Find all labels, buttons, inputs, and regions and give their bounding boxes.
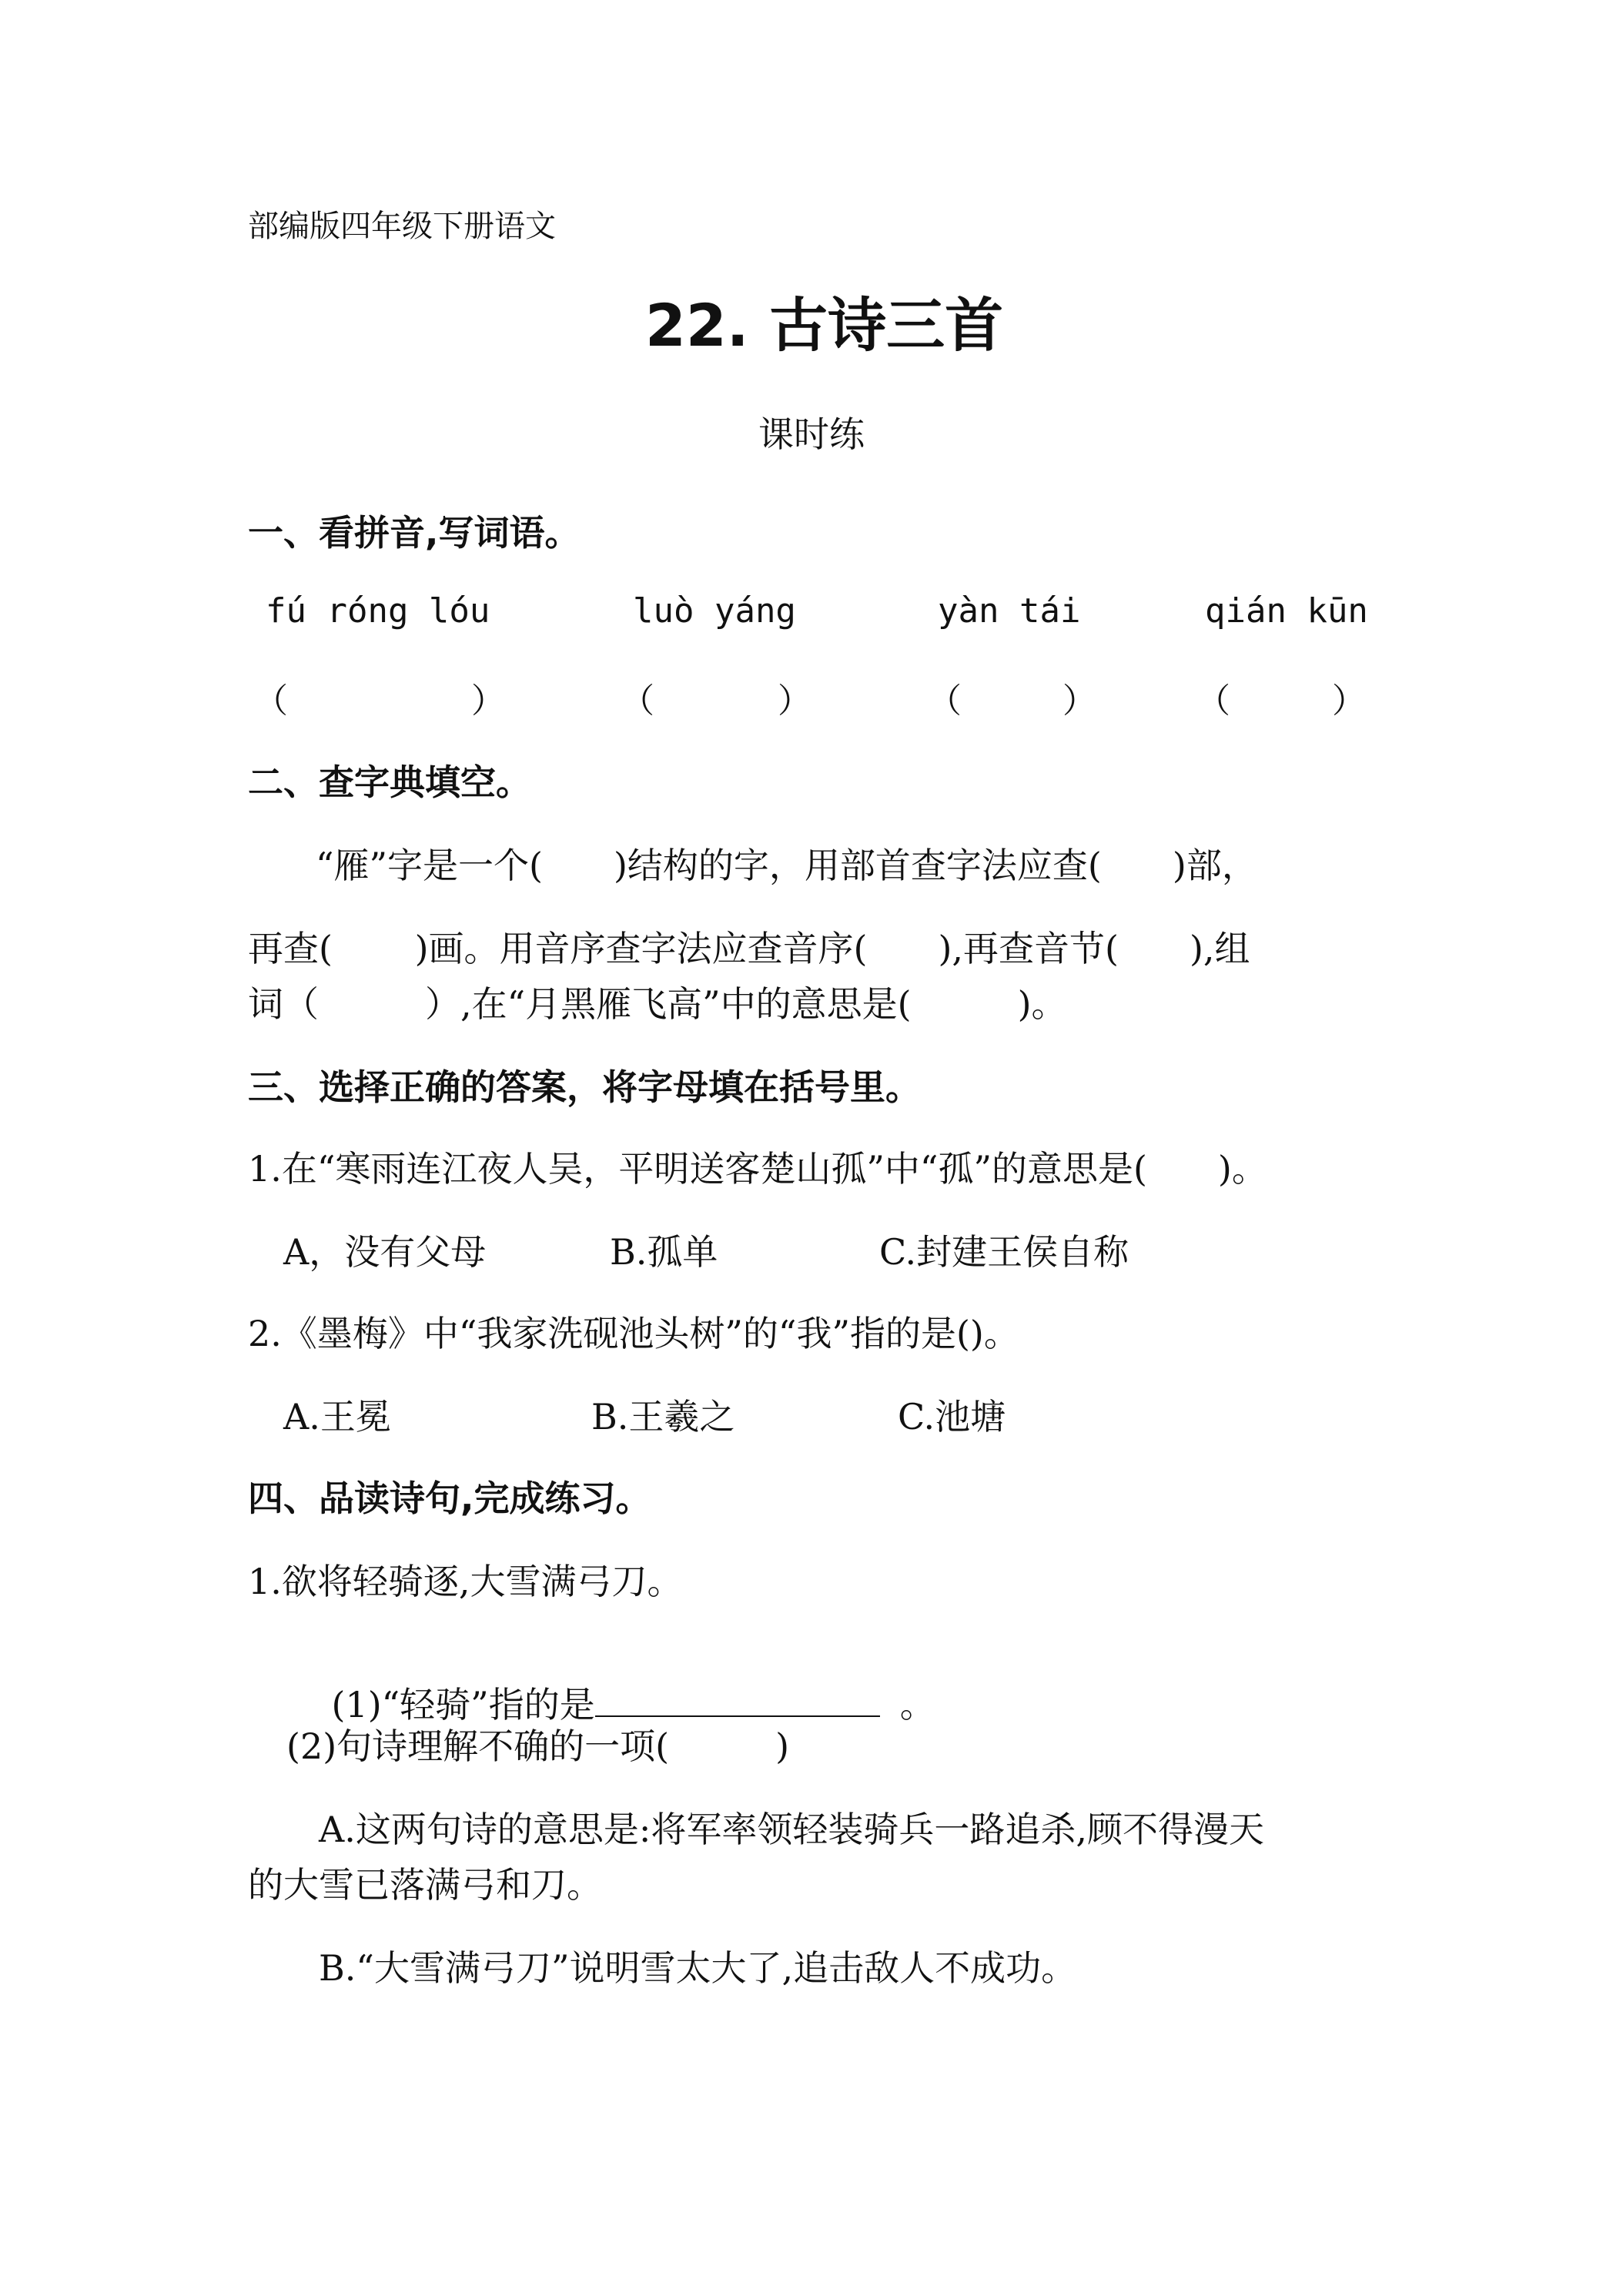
answer-paren-close-4: ） (1332, 681, 1366, 721)
answer-paren-open-3: （ (928, 681, 962, 721)
pinyin-item-1: fú róng lóu (266, 591, 490, 631)
answer-paren-open-1: （ (254, 681, 288, 721)
answer-paren-open-4: （ (1196, 681, 1230, 721)
section4-heading: 四、品读诗句,完成练习。 (248, 1478, 651, 1519)
q3-2-option-a: A.王冕 (283, 1396, 391, 1438)
answer-paren-close-2: ） (778, 681, 812, 721)
sub-question-2: (2)句诗理解不确的一项( ) (286, 1725, 790, 1767)
section3-heading: 三、选择正确的答案，将字母填在括号里。 (248, 1066, 921, 1108)
q3-1-option-c: C.封建王侯自称 (879, 1231, 1129, 1273)
section1-heading: 一、看拼音,写词语。 (248, 512, 581, 554)
page-title: 22. 古诗三首 (645, 291, 1004, 360)
sub-question-1-text: (1)“轻骑”指的是 (331, 1684, 595, 1725)
section2-line-2: 再查( )画。用音序查字法应查音序( ),再查音节( ),组 (248, 928, 1250, 969)
question-4-1: 1.欲将轻骑逐,大雪满弓刀。 (248, 1561, 683, 1602)
page-subtitle: 课时练 (758, 413, 865, 455)
book-header: 部编版四年级下册语文 (248, 209, 556, 244)
q3-1-option-a: A，没有父母 (283, 1231, 487, 1273)
question-3-2: 2.《墨梅》中“我家洗砚池头树”的“我”指的是()。 (248, 1313, 1019, 1354)
answer-paren-close-3: ） (1062, 681, 1096, 721)
q3-2-option-b: B.王羲之 (591, 1396, 735, 1438)
answer-blank[interactable] (595, 1685, 880, 1717)
pinyin-item-2: luò yáng (633, 591, 796, 631)
pinyin-item-4: qián kūn (1205, 591, 1368, 631)
option-a-line-2: 的大雪已落满弓和刀。 (248, 1864, 602, 1906)
option-b: B.“大雪满弓刀”说明雪太大了,追击敌人不成功。 (319, 1947, 1077, 1989)
sub-question-1-period: 。 (899, 1684, 935, 1725)
q3-1-option-b: B.孤单 (610, 1231, 718, 1273)
answer-paren-close-1: ） (471, 681, 505, 721)
pinyin-item-3: yàn tái (938, 591, 1081, 631)
section2-line-1: “雁”字是一个( )结构的字，用部首查字法应查( )部， (316, 845, 1257, 886)
section2-line-3: 词（ ）,在“月黑雁飞高”中的意思是( )。 (248, 983, 1067, 1025)
question-3-1: 1.在“寒雨连江夜人吴，平明送客楚山孤”中“孤”的意思是( )。 (248, 1148, 1267, 1190)
option-a-line-1: A.这两句诗的意思是:将军率领轻装骑兵一路追杀,顾不得漫天 (319, 1809, 1264, 1850)
q3-2-option-c: C.池塘 (898, 1396, 1006, 1438)
answer-paren-open-2: （ (621, 681, 654, 721)
section2-heading: 二、查字典填空。 (248, 761, 531, 803)
